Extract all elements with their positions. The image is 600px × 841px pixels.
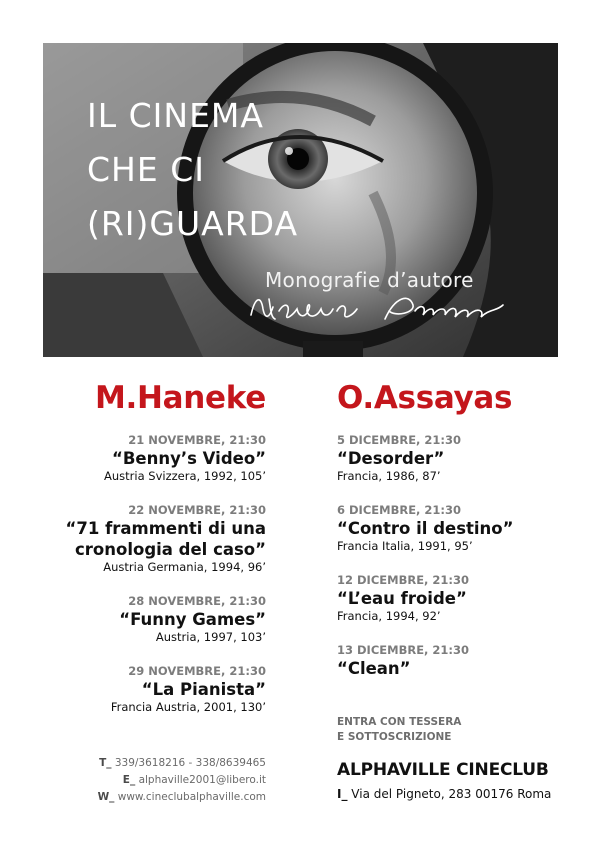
screening-info: Austria Germania, 1994, 96’ bbox=[103, 560, 266, 574]
screening-info: Francia Italia, 1991, 95’ bbox=[337, 539, 473, 553]
address-key: I_ bbox=[337, 787, 348, 801]
handwritten-signature bbox=[245, 291, 515, 323]
email-key: E_ bbox=[122, 774, 136, 786]
director-haneke: M.Haneke bbox=[95, 380, 266, 416]
screening-date: 12 DICEMBRE, 21:30 bbox=[337, 573, 470, 587]
screening-info: Austria Svizzera, 1992, 105’ bbox=[104, 469, 266, 483]
screening-date: 6 DICEMBRE, 21:30 bbox=[337, 503, 462, 517]
screening-date: 21 NOVEMBRE, 21:30 bbox=[128, 433, 266, 447]
entry-line-2: E SOTTOSCRIZIONE bbox=[337, 731, 452, 743]
assayas-column bbox=[337, 378, 577, 697]
entry-line-1: ENTRA CON TESSERA bbox=[337, 716, 462, 728]
poster-title bbox=[87, 89, 298, 251]
poster-title-line-3: (RI)GUARDA bbox=[87, 204, 299, 243]
email-address[interactable]: alphaville2001@libero.it bbox=[138, 774, 266, 786]
screening-item bbox=[337, 572, 577, 624]
signature-drawing bbox=[245, 291, 515, 325]
haneke-column bbox=[40, 378, 266, 733]
screening-title: “Clean” bbox=[337, 659, 411, 678]
screening-info: Francia, 1994, 92’ bbox=[337, 609, 441, 623]
screening-title: “La Pianista” bbox=[141, 680, 266, 699]
screening-item bbox=[40, 663, 266, 715]
web-key: W_ bbox=[97, 791, 115, 803]
poster-subtitle: Monografie d’autore bbox=[265, 268, 474, 292]
screening-title: “Desorder” bbox=[337, 449, 445, 468]
web-row bbox=[40, 789, 266, 806]
address-text: Via del Pigneto, 283 00176 Roma bbox=[351, 787, 552, 801]
phone-key: T_ bbox=[99, 757, 112, 769]
email-row bbox=[40, 772, 266, 789]
screening-date: 29 NOVEMBRE, 21:30 bbox=[128, 664, 266, 678]
poster-title-line-2: CHE CI bbox=[87, 150, 205, 189]
screening-date: 22 NOVEMBRE, 21:30 bbox=[128, 503, 266, 517]
screening-item bbox=[40, 432, 266, 484]
screening-date: 28 NOVEMBRE, 21:30 bbox=[128, 594, 266, 608]
club-address bbox=[337, 787, 551, 801]
screening-item bbox=[337, 432, 577, 484]
screening-info: Austria, 1997, 103’ bbox=[155, 630, 266, 644]
contact-block bbox=[40, 755, 266, 806]
director-assayas: O.Assayas bbox=[337, 380, 513, 416]
screening-title-line-1: “71 frammenti di una bbox=[65, 519, 266, 538]
screening-item bbox=[337, 502, 577, 554]
entry-conditions bbox=[337, 715, 461, 745]
screening-info: Francia Austria, 2001, 130’ bbox=[110, 700, 266, 714]
screening-title-line-2: cronologia del caso” bbox=[75, 540, 266, 559]
screening-title: “Funny Games” bbox=[119, 610, 266, 629]
screening-item bbox=[337, 642, 577, 679]
poster-title-line-1: IL CINEMA bbox=[87, 96, 264, 135]
phone-numbers: 339/3618216 - 338/8639465 bbox=[114, 757, 266, 769]
screening-info: Francia, 1986, 87’ bbox=[337, 469, 441, 483]
screening-item bbox=[40, 502, 266, 575]
screening-title: “Contro il destino” bbox=[337, 519, 514, 538]
website-link[interactable]: www.cineclubalphaville.com bbox=[117, 791, 266, 803]
screening-title: “L’eau froide” bbox=[337, 589, 467, 608]
club-name: ALPHAVILLE CINECLUB bbox=[337, 760, 549, 780]
screening-date: 13 DICEMBRE, 21:30 bbox=[337, 643, 470, 657]
screening-date: 5 DICEMBRE, 21:30 bbox=[337, 433, 462, 447]
screening-item bbox=[40, 593, 266, 645]
phone-row bbox=[40, 755, 266, 772]
hero-image bbox=[43, 43, 558, 357]
screening-title: “Benny’s Video” bbox=[111, 449, 266, 468]
